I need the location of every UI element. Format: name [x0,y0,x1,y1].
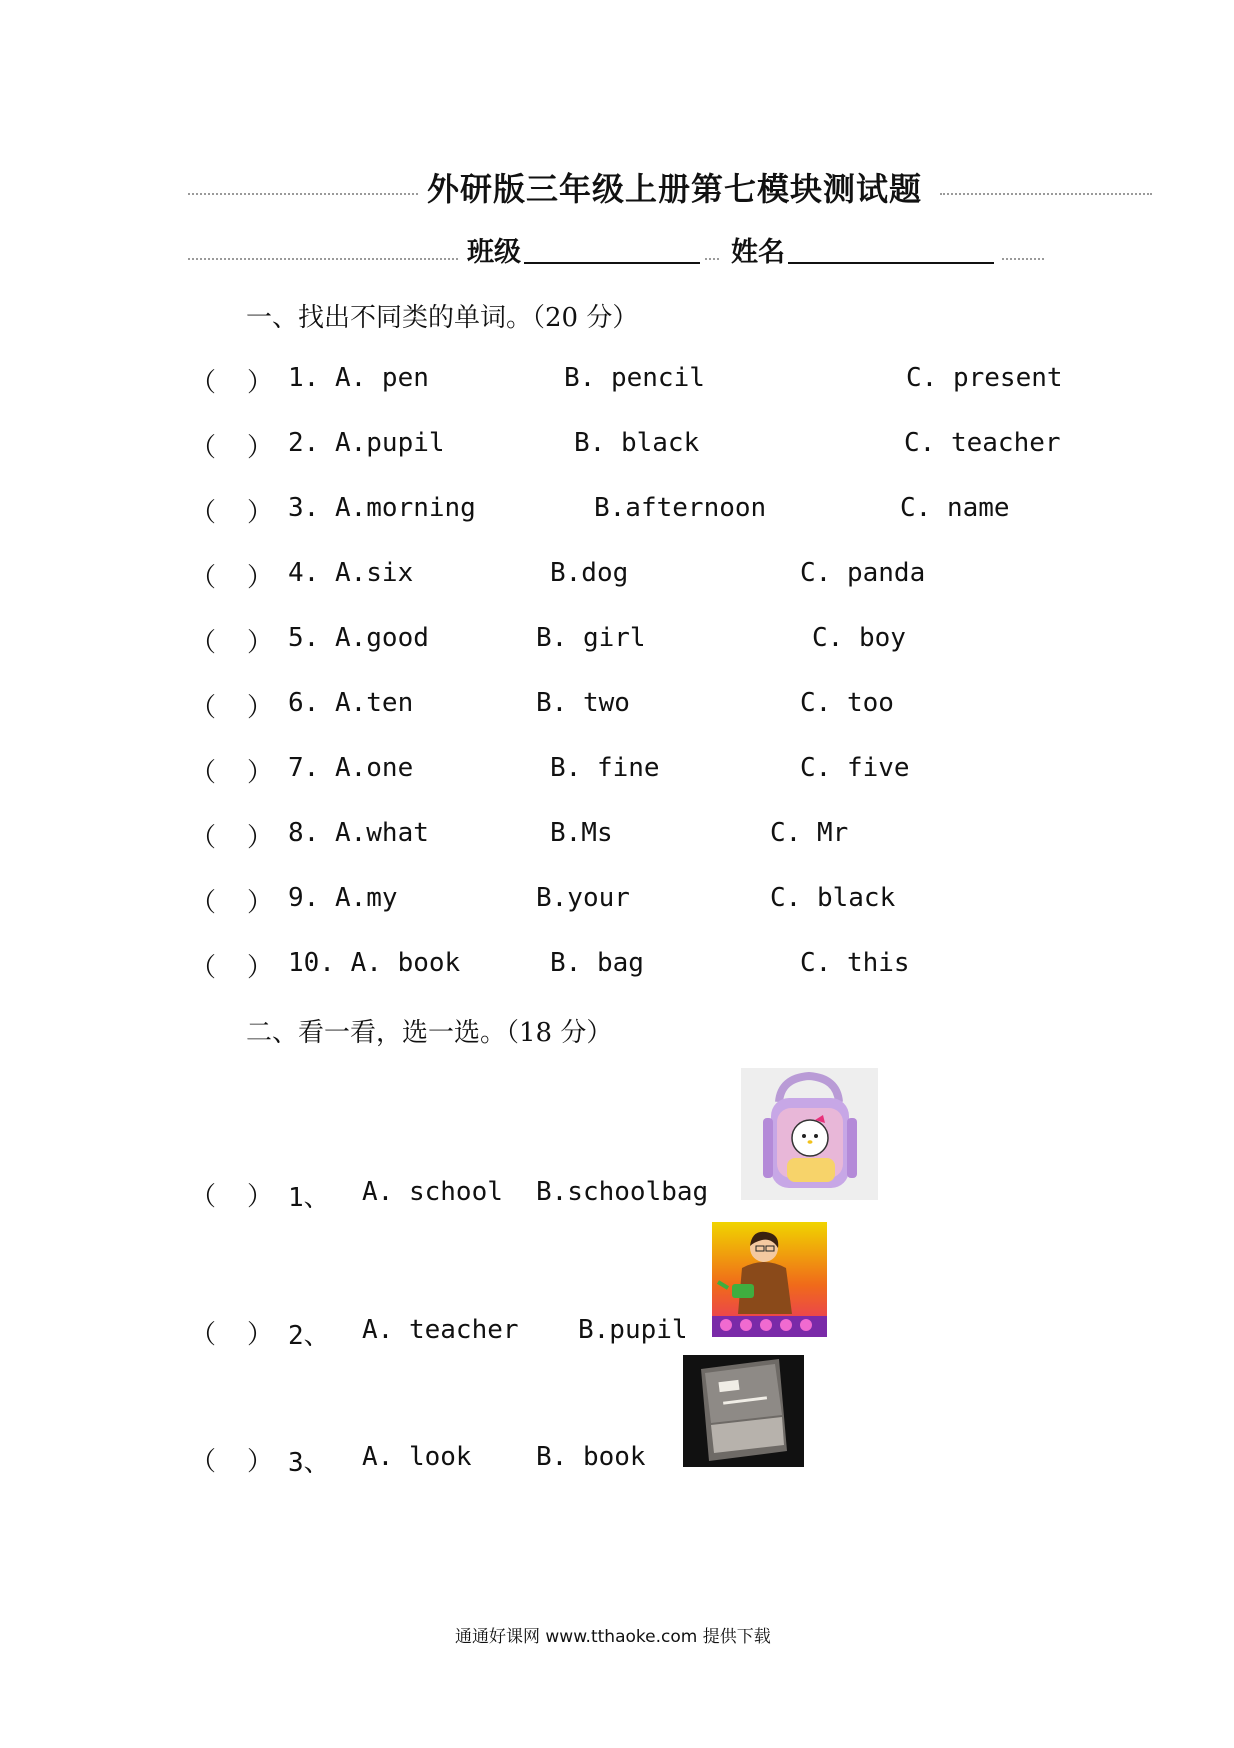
question-option-a: 5. A.good [288,623,429,653]
class-blank[interactable] [524,262,700,264]
answer-bracket-close[interactable]: ） [247,693,274,723]
question-option-a: 9. A.my [288,883,398,913]
section-2-heading: 二、看一看，选一选。（18 分） [246,1018,613,1048]
question-option-c: C. Mr [770,818,849,848]
question-option-a: 7. A.one [288,753,414,783]
book-picture [683,1355,804,1467]
answer-bracket-close[interactable]: ） [247,888,274,918]
answer-bracket-close[interactable]: ） [247,758,274,788]
info-dots-right [1002,258,1044,260]
name-blank[interactable] [788,262,994,264]
question-option-b: B.pupil [578,1315,688,1345]
answer-bracket-open[interactable]: （ [190,563,217,593]
question-option-b: B. bag [550,948,644,978]
answer-bracket-open[interactable]: （ [190,368,217,398]
title-dots-right [940,193,1152,195]
schoolbag-picture [741,1068,878,1200]
answer-bracket-open[interactable]: （ [190,953,217,983]
question-option-b: B. girl [536,623,646,653]
teacher-picture [712,1222,827,1337]
question-number: 3、 [288,1448,330,1478]
answer-bracket-open[interactable]: （ [190,1447,217,1477]
answer-bracket-close[interactable]: ） [247,953,274,983]
answer-bracket-open[interactable]: （ [190,1320,217,1350]
question-option-a: 1. A. pen [288,363,429,393]
answer-bracket-open[interactable]: （ [190,693,217,723]
answer-bracket-open[interactable]: （ [190,628,217,658]
answer-bracket-close[interactable]: ） [247,628,274,658]
question-number: 1、 [288,1183,330,1213]
question-number: 2、 [288,1321,330,1351]
question-option-c: C. name [900,493,1010,523]
question-option-a: 2. A.pupil [288,428,445,458]
answer-bracket-open[interactable]: （ [190,498,217,528]
answer-bracket-close[interactable]: ） [247,823,274,853]
answer-bracket-close[interactable]: ） [247,498,274,528]
answer-bracket-close[interactable]: ） [247,433,274,463]
section-1-heading: 一、找出不同类的单词。（20 分） [246,303,639,333]
question-option-b: B.afternoon [594,493,767,523]
question-option-b: B.dog [550,558,629,588]
answer-bracket-close[interactable]: ） [247,368,274,398]
question-option-c: C. panda [800,558,926,588]
title-dots-left [188,193,418,195]
answer-bracket-open[interactable]: （ [190,1182,217,1212]
question-option-a: A. school [362,1177,503,1207]
question-option-c: C. black [770,883,896,913]
footer-text: 通通好课网 www.tthaoke.com 提供下载 [455,1627,771,1647]
question-option-b: B. two [536,688,630,718]
answer-bracket-close[interactable]: ） [247,1182,274,1212]
answer-bracket-close[interactable]: ） [247,563,274,593]
question-option-c: C. five [800,753,910,783]
question-option-b: B.Ms [550,818,613,848]
question-option-c: C. present [906,363,1063,393]
name-label: 姓名 [731,237,785,268]
question-option-a: 8. A.what [288,818,429,848]
class-label: 班级 [467,237,521,268]
question-option-c: C. teacher [904,428,1061,458]
info-dots-left [188,258,458,260]
question-option-b: B. pencil [564,363,705,393]
answer-bracket-close[interactable]: ） [247,1447,274,1477]
page-title: 外研版三年级上册第七模块测试题 [427,170,923,208]
question-option-c: C. boy [812,623,906,653]
question-option-a: 4. A.six [288,558,414,588]
question-option-b: B.schoolbag [536,1177,709,1207]
question-option-a: 6. A.ten [288,688,414,718]
question-option-a: A. look [362,1442,472,1472]
question-option-a: A. teacher [362,1315,519,1345]
answer-bracket-open[interactable]: （ [190,758,217,788]
question-option-a: 10. A. book [288,948,461,978]
question-option-b: B. book [536,1442,646,1472]
info-dots-mid [705,258,719,260]
question-option-c: C. too [800,688,894,718]
question-option-b: B. fine [550,753,660,783]
answer-bracket-open[interactable]: （ [190,888,217,918]
question-option-b: B. black [574,428,700,458]
question-option-a: 3. A.morning [288,493,476,523]
question-option-c: C. this [800,948,910,978]
answer-bracket-open[interactable]: （ [190,823,217,853]
question-option-b: B.your [536,883,630,913]
answer-bracket-open[interactable]: （ [190,433,217,463]
answer-bracket-close[interactable]: ） [247,1320,274,1350]
